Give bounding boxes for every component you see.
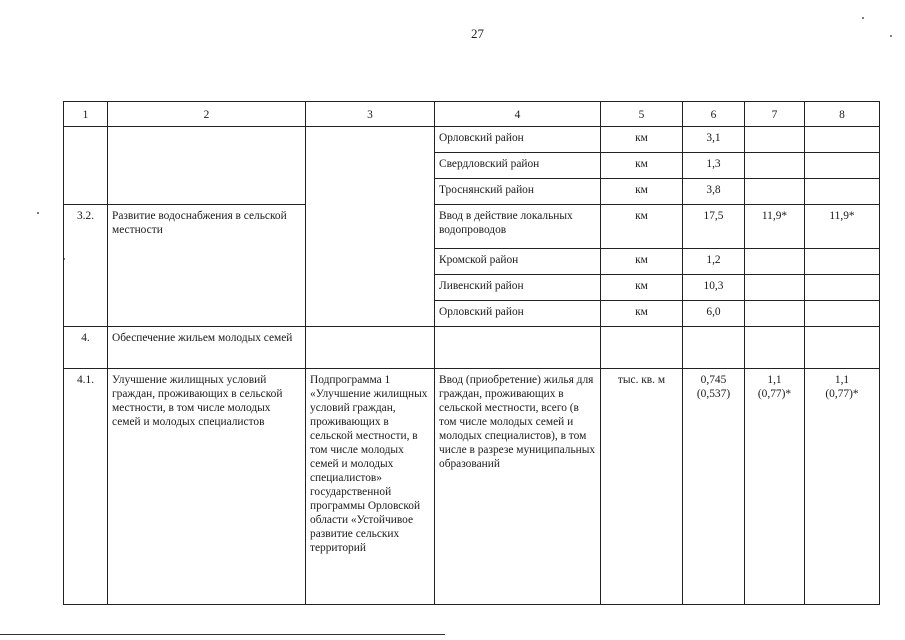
col-header-7: 7	[745, 102, 805, 127]
value-cell: 3,8	[683, 179, 745, 205]
indicator-cell: Свердловский район	[435, 153, 601, 179]
empty-cell	[805, 327, 880, 369]
value-cell: 6,0	[683, 301, 745, 327]
value-sub: (0,77)*	[757, 388, 792, 400]
value-cell	[745, 369, 805, 605]
empty-cell	[745, 249, 805, 275]
table-row	[64, 205, 880, 249]
header-row	[64, 102, 880, 127]
empty-cell	[306, 127, 435, 327]
scan-speck	[862, 17, 864, 19]
activity-name-cell: Обеспечение жильем молодых семей	[108, 327, 306, 369]
value-main: 0,745	[700, 374, 727, 386]
empty-cell	[745, 179, 805, 205]
indicator-cell: Орловский район	[435, 127, 601, 153]
value-cell: 3,1	[683, 127, 745, 153]
scan-speck	[890, 35, 892, 37]
empty-cell	[805, 275, 880, 301]
value-sub: (0,77)*	[825, 388, 859, 400]
unit-cell: км	[601, 205, 683, 249]
row-number-cell: 4.	[64, 327, 108, 369]
indicator-cell: Орловский район	[435, 301, 601, 327]
empty-cell	[64, 127, 108, 205]
unit-cell: км	[601, 179, 683, 205]
col-header-5: 5	[601, 102, 683, 127]
col-header-4: 4	[435, 102, 601, 127]
empty-cell	[805, 301, 880, 327]
col-header-2: 2	[108, 102, 306, 127]
value-cell: 17,5	[683, 205, 745, 249]
empty-cell	[805, 179, 880, 205]
empty-cell	[108, 127, 306, 205]
empty-cell	[683, 327, 745, 369]
value-cell: 10,3	[683, 275, 745, 301]
activity-name-cell: Улучшение жилищных условий граждан, проживающих в сельской местности, в том числе молодых семей и молодых специалистов	[108, 369, 306, 605]
value-cell	[805, 369, 880, 605]
value-main: 1,1	[834, 374, 850, 386]
table-row	[64, 369, 880, 605]
col-header-3: 3	[306, 102, 435, 127]
value-sub: (0,537)	[696, 388, 731, 400]
page-number: 27	[471, 26, 484, 41]
empty-cell	[745, 153, 805, 179]
activity-name-cell: Развитие водоснабжения в сельской местности	[108, 205, 306, 327]
unit-cell: км	[601, 249, 683, 275]
empty-cell	[805, 127, 880, 153]
data-table	[63, 101, 880, 605]
unit-cell: тыс. кв. м	[601, 369, 683, 605]
indicator-cell: Ввод в действие локальных водопроводов	[435, 205, 601, 249]
empty-cell	[745, 301, 805, 327]
program-cell: Подпрограмма 1 «Улучшение жилищных условий граждан, проживающих в сельской местности, в том числе молодых семей и молодых специалистов» государственной программы Орловской области «Устойчивое развитие сельских территорий	[306, 369, 435, 605]
empty-cell	[435, 327, 601, 369]
empty-cell	[601, 327, 683, 369]
value-cell: 1,2	[683, 249, 745, 275]
table-row	[64, 327, 880, 369]
scan-speck	[37, 212, 39, 214]
value-cell: 1,3	[683, 153, 745, 179]
unit-cell: км	[601, 275, 683, 301]
col-header-8: 8	[805, 102, 880, 127]
footnote-rule	[0, 634, 445, 635]
unit-cell: км	[601, 127, 683, 153]
empty-cell	[745, 127, 805, 153]
unit-cell: км	[601, 301, 683, 327]
value-cell: 11,9*	[805, 205, 880, 249]
row-number-cell: 4.1.	[64, 369, 108, 605]
indicator-cell: Ливенский район	[435, 275, 601, 301]
indicator-cell: Ввод (приобретение) жилья для граждан, проживающих в сельской местности, всего (в том числе молодых семей и молодых специалистов), в том числе в разрезе муниципальных образований	[435, 369, 601, 605]
table-row	[64, 127, 880, 153]
col-header-6: 6	[683, 102, 745, 127]
indicator-cell: Троснянский район	[435, 179, 601, 205]
value-cell	[683, 369, 745, 605]
empty-cell	[805, 153, 880, 179]
empty-cell	[306, 327, 435, 369]
row-number-cell: 3.2.	[64, 205, 108, 327]
value-main: 1,1	[767, 374, 782, 386]
col-header-1: 1	[64, 102, 108, 127]
unit-cell: км	[601, 153, 683, 179]
value-cell: 11,9*	[745, 205, 805, 249]
empty-cell	[805, 249, 880, 275]
empty-cell	[745, 275, 805, 301]
indicator-cell: Кромской район	[435, 249, 601, 275]
empty-cell	[745, 327, 805, 369]
